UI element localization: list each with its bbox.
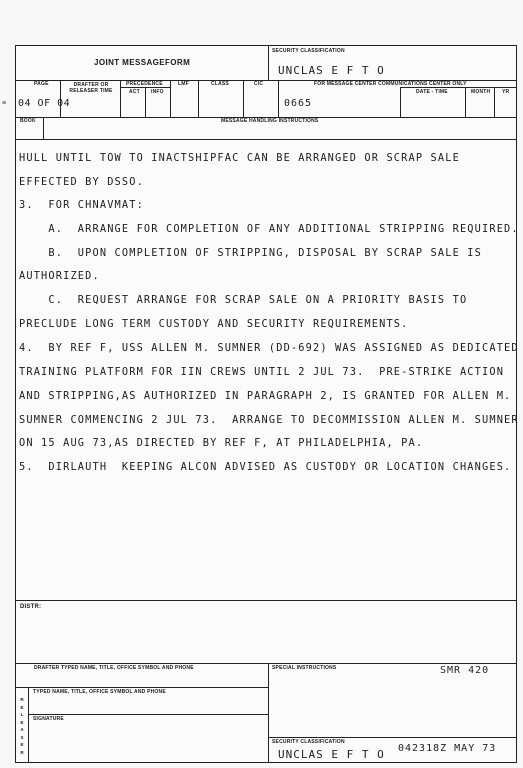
distr-label: DISTR: xyxy=(20,604,42,610)
yr-label: YR xyxy=(502,89,510,95)
book-label: BOOK xyxy=(20,118,36,124)
page-value: 04 OF 04 xyxy=(18,98,71,109)
body-line: A. ARRANGE FOR COMPLETION OF ANY ADDITIONAL STRIPPING REQUIRED. xyxy=(19,223,519,235)
releaser-typed-label: TYPED NAME, TITLE, OFFICE SYMBOL AND PHONE xyxy=(33,689,166,695)
lmf-label: LMF xyxy=(178,81,189,87)
info-label: INFO xyxy=(151,89,164,95)
date-time-label: DATE - TIME xyxy=(416,89,448,95)
body-line: 4. BY REF F, USS ALLEN M. SUMNER (DD-692) WAS ASSIGNED AS DEDICATED xyxy=(19,342,519,354)
body-line: TRAINING PLATFORM FOR IIN CREWS UNTIL 2 JUL 73. PRE-STRIKE ACTION xyxy=(19,366,505,378)
body-line: PRECLUDE LONG TERM CUSTODY AND SECURITY REQUIREMENTS. xyxy=(19,318,409,330)
special-instructions-label: SPECIAL INSTRUCTIONS xyxy=(272,665,337,671)
classification-header: UNCLAS E F T O xyxy=(278,64,385,77)
precedence-label: PRECEDENCE xyxy=(126,81,163,87)
drafter-time-label: DRAFTER OR RELEASER TIME xyxy=(69,82,113,94)
signature-label: SIGNATURE xyxy=(33,716,64,722)
body-line: ON 15 AUG 73,AS DIRECTED BY REF F, AT PHILADELPHIA, PA. xyxy=(19,437,424,449)
month-label: MONTH xyxy=(471,89,491,95)
body-line: SUMNER COMMENCING 2 JUL 73. ARRANGE TO DECOMMISSION ALLEN M. SUMNER xyxy=(19,414,519,426)
joint-messageform xyxy=(15,45,517,763)
page-label: PAGE xyxy=(34,81,49,87)
cic-label: CIC xyxy=(254,81,264,87)
releaser-vertical-label: R E L E A S E R xyxy=(20,697,24,755)
body-line: 3. FOR CHNAVMAT: xyxy=(19,199,144,211)
body-line: B. UPON COMPLETION OF STRIPPING, DISPOSAL BY SCRAP SALE IS xyxy=(19,247,483,259)
body-line: HULL UNTIL TOW TO INACTSHIPFAC CAN BE ARRANGED OR SCRAP SALE xyxy=(19,152,460,164)
drafter-typed-label: DRAFTER TYPED NAME, TITLE, OFFICE SYMBOL AND PHONE xyxy=(34,665,194,671)
handling-label: MESSAGE HANDLING INSTRUCTIONS xyxy=(221,118,319,124)
class-label: CLASS xyxy=(211,81,229,87)
body-line: AUTHORIZED. xyxy=(19,270,100,282)
footer-security-label: SECURITY CLASSIFICATION xyxy=(272,739,345,745)
comm-center-label: FOR MESSAGE CENTER COMMUNICATIONS CENTER ONLY xyxy=(314,81,467,87)
body-line: C. REQUEST ARRANGE FOR SCRAP SALE ON A PRIORITY BASIS TO xyxy=(19,294,468,306)
cic-value: 0665 xyxy=(284,98,313,109)
special-instructions-value: SMR 420 xyxy=(440,665,490,676)
body-line: EFFECTED BY DSSO. xyxy=(19,176,144,188)
body-line: 5. DIRLAUTH KEEPING ALCON ADVISED AS CUSTODY OR LOCATION CHANGES. xyxy=(19,461,512,473)
form-title: JOINT MESSAGEFORM xyxy=(94,58,191,67)
act-label: ACT xyxy=(129,89,140,95)
footer-classification: UNCLAS E F T O xyxy=(278,748,385,761)
date-time-group: 042318Z MAY 73 xyxy=(398,743,497,754)
body-line: AND STRIPPING,AS AUTHORIZED IN PARAGRAPH 2, IS GRANTED FOR ALLEN M. xyxy=(19,390,512,402)
security-classification-label: SECURITY CLASSIFICATION xyxy=(272,48,345,54)
margin-mark: ≡ xyxy=(2,100,7,107)
